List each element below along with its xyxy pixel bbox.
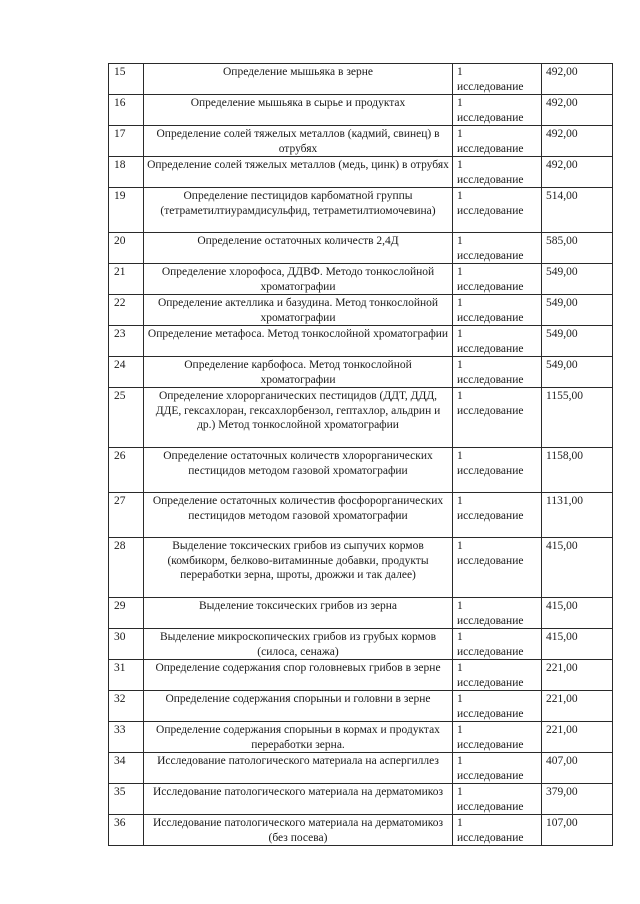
- table-row: [109, 493, 613, 538]
- unit-label: исследование: [457, 311, 524, 324]
- unit-cell: [453, 64, 542, 95]
- unit-label: исследование: [457, 769, 524, 782]
- price-value: 492,00: [542, 126, 613, 157]
- row-number: 31: [109, 660, 144, 691]
- service-name: Определение метафоса. Метод тонкослойной хроматографии: [144, 326, 453, 357]
- service-name: Определение пестицидов карбоматной группы (тетраметилтиурамдисульфид, тетраметилтиомочевина): [144, 188, 453, 233]
- unit-label: исследование: [457, 645, 524, 658]
- table-row: [109, 629, 613, 660]
- row-number: 16: [109, 95, 144, 126]
- service-name: Определение актеллика и базудина. Метод тонкослойной хроматографии: [144, 295, 453, 326]
- service-name: Исследование патологического материала на дерматомикоз (без посева): [144, 815, 453, 846]
- unit-quantity: 1: [457, 97, 463, 109]
- service-name: Определение карбофоса. Метод тонкослойной хроматографии: [144, 357, 453, 388]
- price-value: 107,00: [542, 815, 613, 846]
- table-row: [109, 157, 613, 188]
- row-number: 27: [109, 493, 144, 538]
- unit-cell: [453, 784, 542, 815]
- unit-label: исследование: [457, 614, 524, 627]
- unit-cell: [453, 126, 542, 157]
- unit-cell: [453, 448, 542, 493]
- service-name: Определение содержания спор головневых грибов в зерне: [144, 660, 453, 691]
- unit-quantity: 1: [457, 540, 463, 552]
- price-value: 514,00: [542, 188, 613, 233]
- service-name: Определение солей тяжелых металлов (медь, цинк) в отрубях: [144, 157, 453, 188]
- price-value: 492,00: [542, 95, 613, 126]
- price-value: 415,00: [542, 629, 613, 660]
- price-value: 415,00: [542, 598, 613, 629]
- unit-quantity: 1: [457, 128, 463, 140]
- unit-cell: [453, 326, 542, 357]
- table-row: [109, 784, 613, 815]
- price-value: 549,00: [542, 264, 613, 295]
- unit-label: исследование: [457, 509, 524, 522]
- unit-quantity: 1: [457, 359, 463, 371]
- price-value: 585,00: [542, 233, 613, 264]
- unit-cell: [453, 388, 542, 448]
- unit-cell: [453, 815, 542, 846]
- unit-label: исследование: [457, 204, 524, 217]
- unit-label: исследование: [457, 111, 524, 124]
- unit-label: исследование: [457, 738, 524, 751]
- unit-quantity: 1: [457, 328, 463, 340]
- row-number: 21: [109, 264, 144, 295]
- unit-cell: [453, 264, 542, 295]
- unit-quantity: 1: [457, 66, 463, 78]
- unit-quantity: 1: [457, 693, 463, 705]
- unit-quantity: 1: [457, 495, 463, 507]
- unit-cell: [453, 493, 542, 538]
- price-value: 492,00: [542, 157, 613, 188]
- service-name: Определение остаточных количестив фосфорорганических пестицидов методом газовой хроматографии: [144, 493, 453, 538]
- unit-quantity: 1: [457, 159, 463, 171]
- unit-cell: [453, 691, 542, 722]
- unit-quantity: 1: [457, 724, 463, 736]
- service-name: Выделение токсических грибов из зерна: [144, 598, 453, 629]
- unit-cell: [453, 188, 542, 233]
- unit-label: исследование: [457, 373, 524, 386]
- table-row: [109, 753, 613, 784]
- price-value: 379,00: [542, 784, 613, 815]
- unit-quantity: 1: [457, 266, 463, 278]
- price-value: 221,00: [542, 691, 613, 722]
- row-number: 23: [109, 326, 144, 357]
- price-value: 492,00: [542, 64, 613, 95]
- unit-label: исследование: [457, 249, 524, 262]
- price-value: 407,00: [542, 753, 613, 784]
- unit-quantity: 1: [457, 190, 463, 202]
- row-number: 30: [109, 629, 144, 660]
- service-name: Исследование патологического материала на аспергиллез: [144, 753, 453, 784]
- price-value: 1131,00: [542, 493, 613, 538]
- table-row: [109, 126, 613, 157]
- unit-cell: [453, 295, 542, 326]
- service-name: Определение содержания спорыньи в кормах и продуктах переработки зерна.: [144, 722, 453, 753]
- service-name: Определение хлорорганических пестицидов (ДДТ, ДДД, ДДЕ, гексахлоран, гексахлорбензол, гептахлор, альдрин и др.) Метод тонкослойной хроматографии: [144, 388, 453, 448]
- unit-label: исследование: [457, 554, 524, 567]
- unit-label: исследование: [457, 80, 524, 93]
- unit-quantity: 1: [457, 631, 463, 643]
- table-row: [109, 691, 613, 722]
- table-row: [109, 388, 613, 448]
- price-value: 549,00: [542, 326, 613, 357]
- row-number: 15: [109, 64, 144, 95]
- row-number: 35: [109, 784, 144, 815]
- unit-label: исследование: [457, 464, 524, 477]
- price-value: 221,00: [542, 660, 613, 691]
- unit-cell: [453, 357, 542, 388]
- unit-label: исследование: [457, 800, 524, 813]
- table-row: [109, 660, 613, 691]
- price-value: 549,00: [542, 295, 613, 326]
- price-value: 1155,00: [542, 388, 613, 448]
- service-name: Определение солей тяжелых металлов (кадмий, свинец) в отрубях: [144, 126, 453, 157]
- table-row: [109, 233, 613, 264]
- table-row: [109, 188, 613, 233]
- row-number: 33: [109, 722, 144, 753]
- unit-label: исследование: [457, 280, 524, 293]
- row-number: 18: [109, 157, 144, 188]
- service-name: Определение остаточных количеств хлорорганических пестицидов методом газовой хроматографии: [144, 448, 453, 493]
- table-row: [109, 598, 613, 629]
- price-value: 221,00: [542, 722, 613, 753]
- unit-quantity: 1: [457, 786, 463, 798]
- price-value: 415,00: [542, 538, 613, 598]
- service-name: Выделение микроскопических грибов из грубых кормов (силоса, сенажа): [144, 629, 453, 660]
- unit-cell: [453, 753, 542, 784]
- row-number: 20: [109, 233, 144, 264]
- service-name: Определение мышьяка в зерне: [144, 64, 453, 95]
- service-name: Выделение токсических грибов из сыпучих кормов (комбикорм, белково-витаминные добавки, продукты переработки зерна, шроты, дрожжи и так далее): [144, 538, 453, 598]
- unit-label: исследование: [457, 404, 524, 417]
- service-name: Определение мышьяка в сырье и продуктах: [144, 95, 453, 126]
- row-number: 36: [109, 815, 144, 846]
- unit-quantity: 1: [457, 755, 463, 767]
- price-value: 1158,00: [542, 448, 613, 493]
- unit-cell: [453, 660, 542, 691]
- service-name: Определение хлорофоса, ДДВФ. Методо тонкослойной хроматографии: [144, 264, 453, 295]
- row-number: 26: [109, 448, 144, 493]
- unit-cell: [453, 722, 542, 753]
- price-value: 549,00: [542, 357, 613, 388]
- unit-label: исследование: [457, 173, 524, 186]
- table-row: [109, 264, 613, 295]
- service-name: Определение содержания спорыньи и головни в зерне: [144, 691, 453, 722]
- unit-quantity: 1: [457, 817, 463, 829]
- unit-label: исследование: [457, 831, 524, 844]
- table-row: [109, 326, 613, 357]
- unit-label: исследование: [457, 142, 524, 155]
- table-row: [109, 357, 613, 388]
- row-number: 28: [109, 538, 144, 598]
- unit-cell: [453, 629, 542, 660]
- unit-label: исследование: [457, 676, 524, 689]
- unit-quantity: 1: [457, 450, 463, 462]
- unit-cell: [453, 95, 542, 126]
- row-number: 17: [109, 126, 144, 157]
- unit-quantity: 1: [457, 600, 463, 612]
- service-name: Исследование патологического материала на дерматомикоз: [144, 784, 453, 815]
- unit-label: исследование: [457, 342, 524, 355]
- table-row: [109, 95, 613, 126]
- unit-quantity: 1: [457, 235, 463, 247]
- row-number: 32: [109, 691, 144, 722]
- row-number: 29: [109, 598, 144, 629]
- table-row: [109, 538, 613, 598]
- row-number: 34: [109, 753, 144, 784]
- unit-cell: [453, 157, 542, 188]
- table-row: [109, 815, 613, 846]
- price-list-table: [108, 63, 613, 846]
- row-number: 25: [109, 388, 144, 448]
- unit-quantity: 1: [457, 297, 463, 309]
- table-row: [109, 448, 613, 493]
- unit-label: исследование: [457, 707, 524, 720]
- service-name: Определение остаточных количеств 2,4Д: [144, 233, 453, 264]
- unit-quantity: 1: [457, 390, 463, 402]
- unit-cell: [453, 538, 542, 598]
- price-list-body: [109, 64, 613, 846]
- unit-quantity: 1: [457, 662, 463, 674]
- row-number: 24: [109, 357, 144, 388]
- table-row: [109, 295, 613, 326]
- table-row: [109, 64, 613, 95]
- unit-cell: [453, 233, 542, 264]
- unit-cell: [453, 598, 542, 629]
- table-row: [109, 722, 613, 753]
- row-number: 22: [109, 295, 144, 326]
- row-number: 19: [109, 188, 144, 233]
